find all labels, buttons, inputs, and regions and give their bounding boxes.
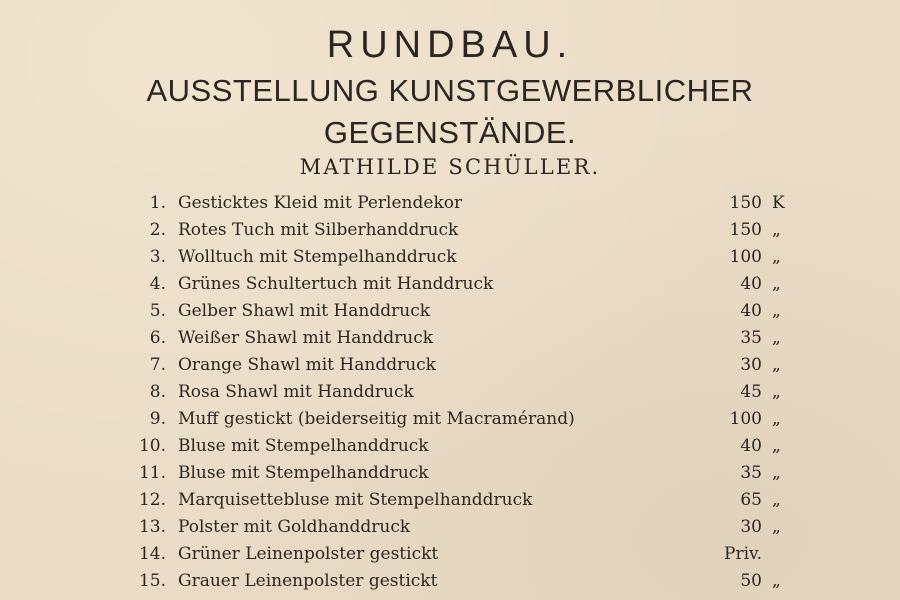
subtitle-line-2: GEGENSTÄNDE. — [323, 115, 577, 150]
item-price: 35 — [740, 328, 762, 348]
subtitle-line-1: AUSSTELLUNG KUNSTGEWERBLICHER — [146, 73, 754, 108]
list-item — [0, 325, 900, 352]
item-currency: „ — [772, 490, 781, 510]
item-currency: „ — [772, 409, 781, 429]
item-description: Gesticktes Kleid mit Perlendekor — [178, 193, 463, 213]
item-currency: „ — [772, 301, 781, 321]
item-price: Priv. — [724, 544, 762, 564]
item-price: 100 — [729, 247, 762, 267]
exhibitor-name: MATHILDE SCHÜLLER. — [299, 155, 601, 179]
list-item — [0, 379, 900, 406]
item-currency: „ — [772, 274, 781, 294]
item-price: 50 — [740, 571, 762, 591]
item-number: 15. — [138, 571, 166, 591]
list-item — [0, 487, 900, 514]
item-number: 8. — [149, 382, 166, 402]
item-description: Grüner Leinenpolster gestickt — [178, 544, 439, 564]
item-price: 30 — [740, 355, 762, 375]
item-list — [0, 190, 900, 595]
item-number: 2. — [149, 220, 166, 240]
item-currency: K — [772, 193, 785, 213]
item-number: 13. — [138, 517, 166, 537]
item-currency: „ — [772, 436, 781, 456]
item-number: 1. — [149, 193, 166, 213]
item-currency: „ — [772, 463, 781, 483]
item-currency: „ — [772, 220, 781, 240]
list-item — [0, 244, 900, 271]
item-description: Orange Shawl mit Handdruck — [178, 355, 436, 375]
list-item — [0, 352, 900, 379]
item-price: 150 — [729, 220, 762, 240]
item-description: Marquisettebluse mit Stempelhanddruck — [178, 490, 533, 510]
list-item — [0, 217, 900, 244]
item-price: 65 — [740, 490, 762, 510]
item-description: Wolltuch mit Stempelhanddruck — [178, 247, 457, 267]
item-description: Rosa Shawl mit Handdruck — [178, 382, 414, 402]
list-item — [0, 190, 900, 217]
item-description: Rotes Tuch mit Silberhanddruck — [178, 220, 459, 240]
list-item — [0, 298, 900, 325]
item-number: 5. — [149, 301, 166, 321]
list-item — [0, 271, 900, 298]
item-currency: „ — [772, 517, 781, 537]
list-item — [0, 541, 900, 568]
item-price: 35 — [740, 463, 762, 483]
item-price: 30 — [740, 517, 762, 537]
item-description: Bluse mit Stempelhanddruck — [178, 436, 429, 456]
item-price: 45 — [740, 382, 762, 402]
item-description: Muff gestickt (beiderseitig mit Macramérand) — [178, 409, 575, 429]
item-number: 6. — [149, 328, 166, 348]
item-currency: „ — [772, 355, 781, 375]
item-number: 7. — [149, 355, 166, 375]
item-price: 100 — [729, 409, 762, 429]
item-description: Weißer Shawl mit Handdruck — [178, 328, 434, 348]
list-item — [0, 433, 900, 460]
item-number: 3. — [149, 247, 166, 267]
item-description: Gelber Shawl mit Handdruck — [178, 301, 431, 321]
item-description: Grünes Schultertuch mit Handdruck — [178, 274, 494, 294]
page-title: RUNDBAU. — [326, 24, 574, 66]
item-description: Grauer Leinenpolster gestickt — [178, 571, 438, 591]
item-price: 40 — [740, 274, 762, 294]
list-item — [0, 460, 900, 487]
item-currency: „ — [772, 328, 781, 348]
item-number: 4. — [149, 274, 166, 294]
item-price: 40 — [740, 436, 762, 456]
item-description: Polster mit Goldhanddruck — [178, 517, 411, 537]
list-item — [0, 514, 900, 541]
item-number: 12. — [138, 490, 166, 510]
list-item — [0, 406, 900, 433]
item-currency: „ — [772, 247, 781, 267]
item-number: 9. — [149, 409, 166, 429]
list-item — [0, 568, 900, 595]
item-number: 14. — [138, 544, 166, 564]
item-currency: „ — [772, 382, 781, 402]
item-price: 40 — [740, 301, 762, 321]
item-number: 11. — [138, 463, 166, 483]
item-price: 150 — [729, 193, 762, 213]
item-number: 10. — [138, 436, 166, 456]
item-currency: „ — [772, 571, 781, 591]
item-description: Bluse mit Stempelhanddruck — [178, 463, 429, 483]
